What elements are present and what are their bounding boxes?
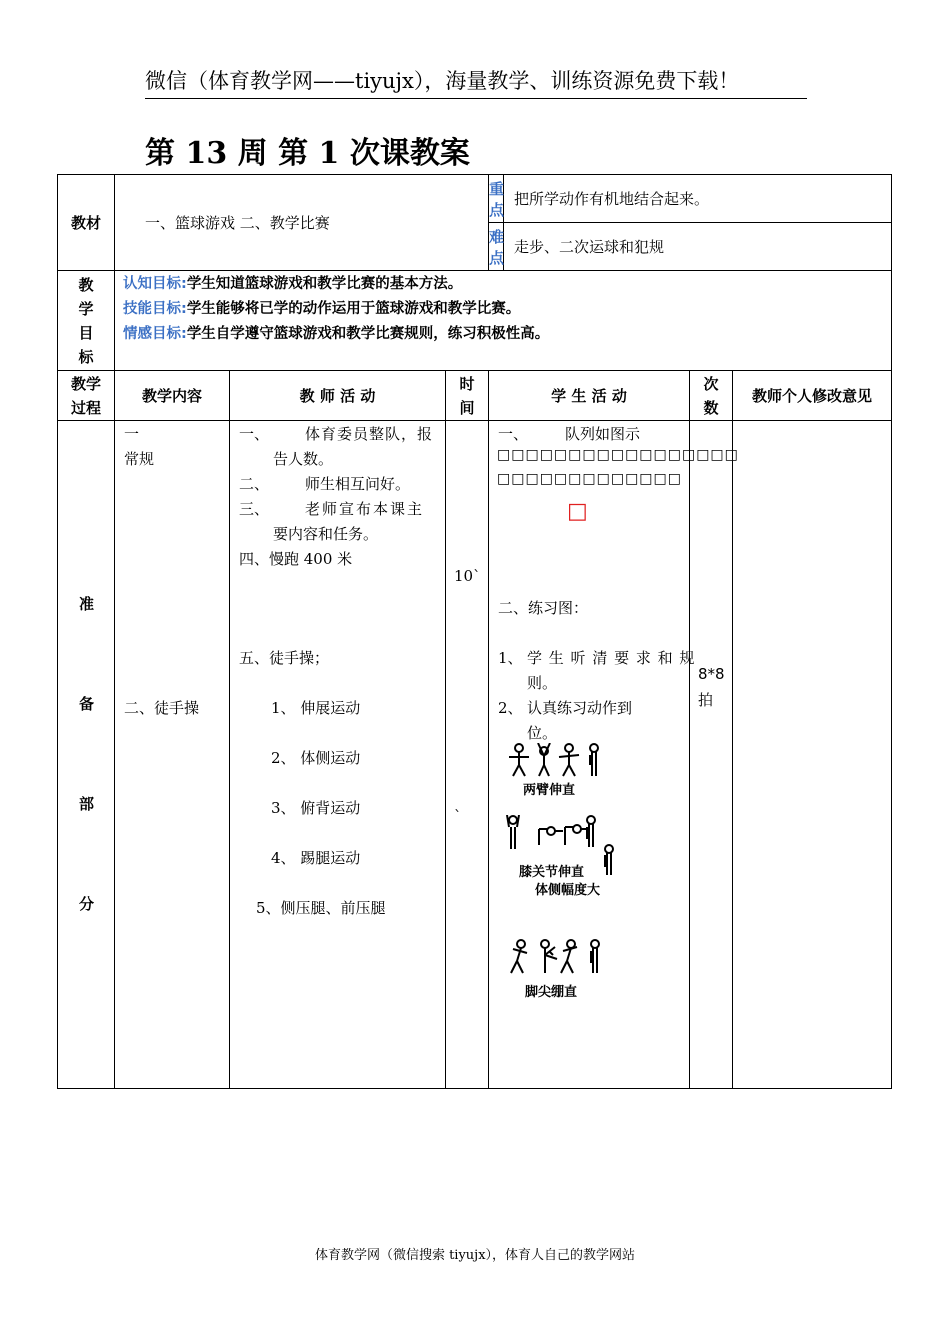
teacher-s3: 3、 俯背运动	[271, 799, 361, 817]
teacher-l3-text: 老师宣布本课主	[305, 500, 425, 518]
time-t2: `	[454, 807, 462, 825]
page-title: 第 13 周 第 1 次课教案	[145, 136, 470, 171]
student-l2: 二、练习图：	[498, 599, 589, 617]
stick-figure	[539, 827, 563, 845]
header-count: 次 数	[690, 371, 733, 421]
count-cell	[690, 421, 733, 1089]
teacher-s2: 2、 体侧运动	[271, 749, 361, 767]
stick-figure	[559, 744, 579, 776]
count-c1: 8*8	[698, 665, 725, 683]
teacher-l3-cont: 要内容和任务。	[273, 525, 379, 543]
jiaocai-label: 教材	[58, 175, 115, 271]
content-item2: 二、徒手操	[124, 699, 200, 717]
stick-figure	[541, 940, 557, 973]
teacher-l2-num: 二、	[239, 475, 270, 493]
teacher-cell	[230, 421, 446, 1089]
teacher-l5: 五、徒手操；	[239, 649, 330, 667]
teacher-s1: 1、 伸展运动	[271, 699, 361, 717]
teacher-l1-text: 体育委员整队，报	[305, 425, 434, 443]
goals-cell	[115, 271, 892, 371]
goal-skill: 技能目标:学生能够将已学的动作运用于篮球游戏和教学比赛。	[123, 301, 521, 317]
content-item1-a: 一	[124, 425, 140, 443]
caption-knee: 膝关节伸直	[519, 865, 585, 880]
time-cell	[446, 421, 489, 1089]
header-time: 时 间	[446, 371, 489, 421]
student-p2-text: 认真练习动作到	[527, 699, 633, 717]
nandian-label: 难点	[489, 223, 504, 271]
section-char-2: 备	[79, 695, 95, 713]
caption-arms: 两臂伸直	[523, 783, 576, 798]
nandian-value: 走步、二次运球和犯规	[504, 223, 892, 271]
header-process: 教学 过程	[58, 371, 115, 421]
teacher-l2-text: 师生相互问好。	[305, 475, 411, 493]
stick-figure	[605, 845, 613, 875]
stick-figure	[509, 744, 529, 776]
section-char-1: 准	[79, 595, 95, 613]
student-l1-num: 一、	[498, 425, 529, 443]
stick-figure	[587, 816, 595, 847]
student-l1-text: 队列如图示	[565, 425, 641, 443]
content-cell	[115, 421, 230, 1089]
page-header: 微信（体育教学网——tiyujx），海量教学、训练资源免费下载！	[145, 64, 807, 99]
formation-row-1: □□□□□□□□□□□□□□□□□	[497, 447, 739, 463]
stick-figures-kick	[509, 939, 609, 977]
teacher-s5: 5、侧压腿、前压腿	[256, 899, 386, 917]
section-label-cell	[58, 421, 115, 1089]
count-c2: 拍	[698, 691, 714, 709]
content-item1-b: 常规	[124, 450, 155, 468]
teacher-l4: 四、慢跑 400 米	[239, 550, 353, 568]
goal-label: 教 学 目 标	[58, 271, 115, 371]
stick-figure	[565, 825, 589, 845]
stick-figure	[561, 940, 577, 973]
goal-affective: 情感目标:学生自学遵守篮球游戏和教学比赛规则，练习积极性高。	[123, 326, 550, 342]
time-t1: 10`	[454, 567, 481, 585]
student-p2-cont: 位。	[527, 724, 558, 742]
student-p2-num: 2、	[498, 699, 523, 717]
note-cell[interactable]	[733, 421, 892, 1089]
caption-side: 体侧幅度大	[535, 883, 601, 898]
teacher-l1-num: 一、	[239, 425, 270, 443]
zhongdian-value: 把所学动作有机地结合起来。	[504, 175, 892, 223]
teacher-l3-num: 三、	[239, 500, 270, 518]
lesson-plan-table	[57, 174, 892, 1089]
jiaocai-value: 一、篮球游戏 二、教学比赛	[115, 175, 489, 271]
goal-cognitive: 认知目标:学生知道篮球游戏和教学比赛的基本方法。	[123, 276, 463, 292]
student-p1-text: 学 生 听 清 要 求 和 规	[527, 649, 696, 667]
zhongdian-label: 重点	[489, 175, 504, 223]
caption-toe: 脚尖绷直	[525, 985, 578, 1000]
stick-figure	[511, 940, 527, 973]
stick-figure	[507, 815, 519, 849]
teacher-l1-cont: 告人数。	[273, 450, 334, 468]
stick-figure	[538, 743, 550, 776]
section-char-3: 部	[79, 795, 95, 813]
header-teacher: 教 师 活 动	[230, 371, 446, 421]
header-student: 学 生 活 动	[489, 371, 690, 421]
stick-figure	[591, 940, 599, 973]
teacher-s4: 4、 踢腿运动	[271, 849, 361, 867]
formation-row-2: □□□□□□□□□□□□□	[497, 471, 682, 487]
header-note: 教师个人修改意见	[733, 371, 892, 421]
stick-figures-arms	[509, 743, 609, 779]
student-p1-num: 1、	[498, 649, 523, 667]
page-footer: 体育教学网（微信搜索 tiyujx），体育人自己的教学网站	[314, 1248, 636, 1263]
section-char-4: 分	[79, 895, 95, 913]
header-content: 教学内容	[115, 371, 230, 421]
stick-figure	[590, 744, 598, 776]
teacher-position-marker: □	[567, 499, 588, 524]
student-p1-cont: 则。	[527, 674, 558, 692]
